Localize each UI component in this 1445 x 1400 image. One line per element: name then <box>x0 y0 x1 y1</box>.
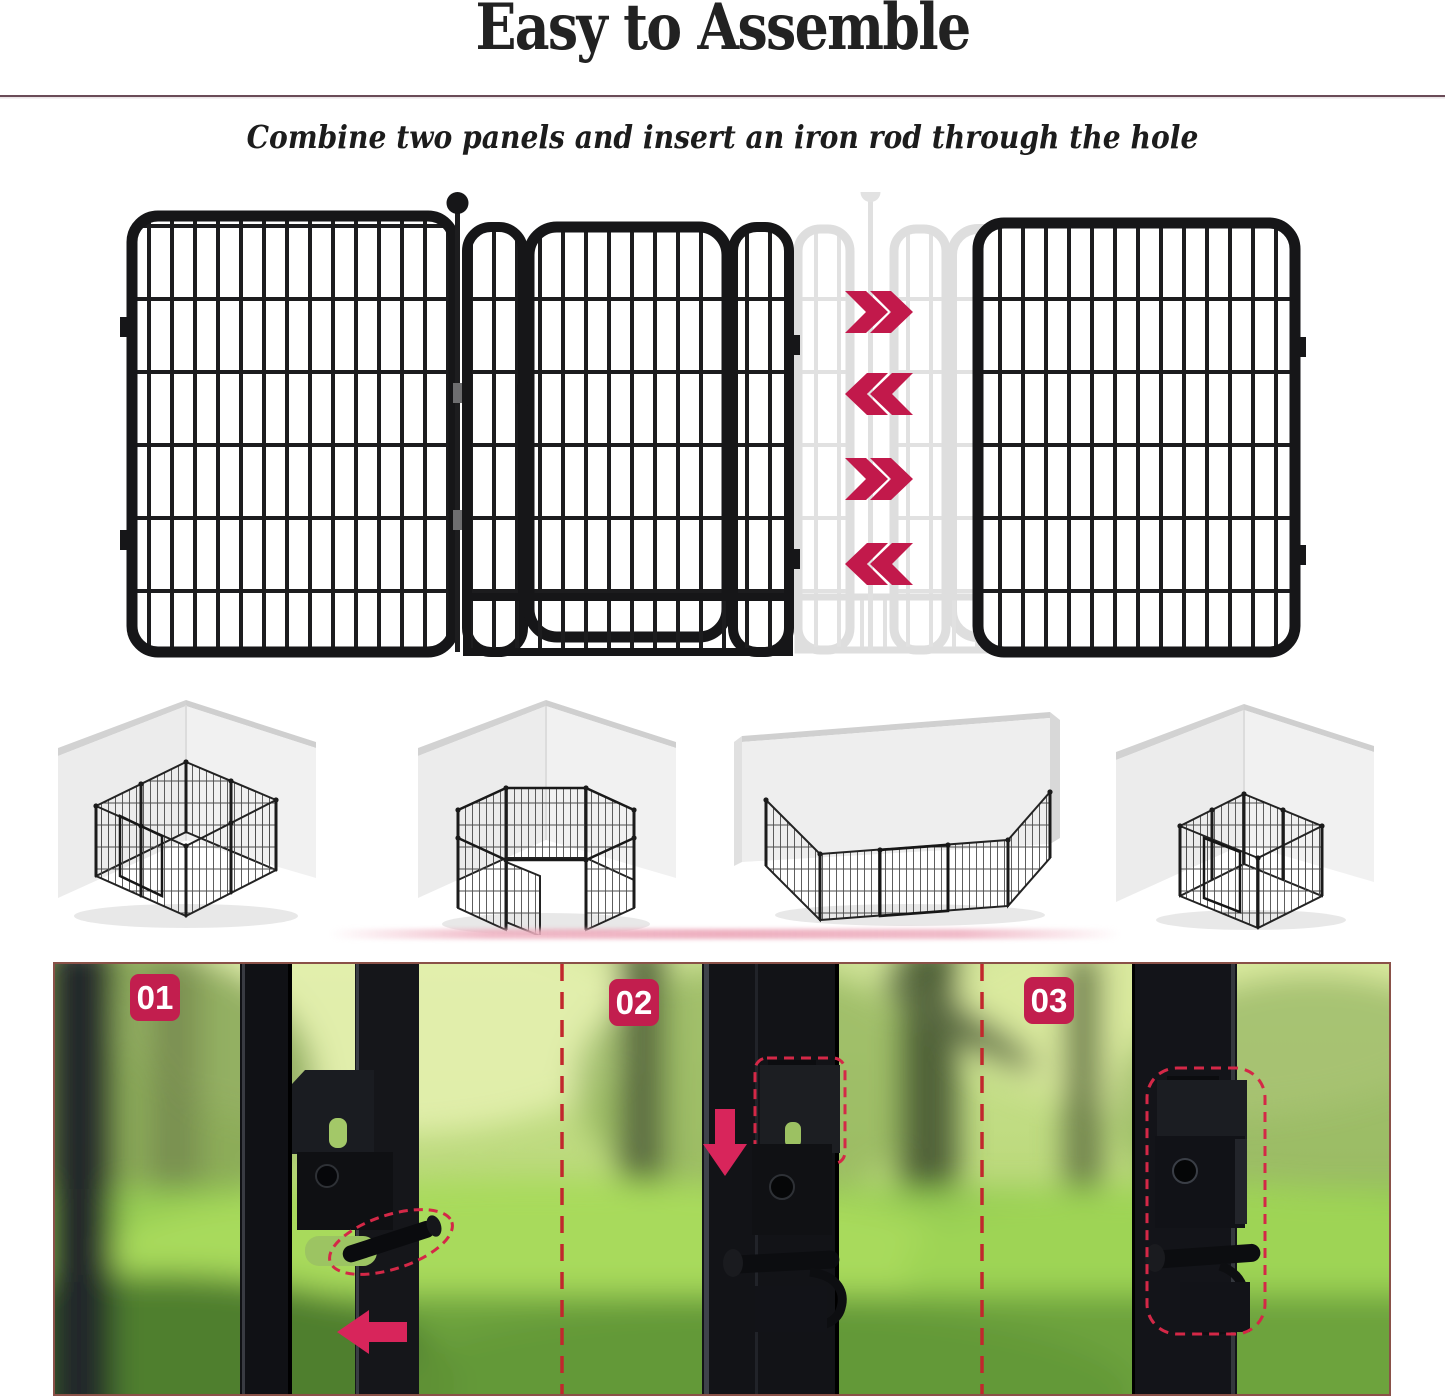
panel-assembly-diagram <box>0 192 1445 662</box>
step-3-badge: 03 <box>1024 977 1074 1024</box>
config-octagon-pen-corner <box>418 700 676 935</box>
door-hinge <box>517 382 530 406</box>
config-corner-pen <box>1116 704 1374 930</box>
latch-bolt <box>1173 1159 1197 1183</box>
fence-post <box>240 964 292 1396</box>
latch-plate <box>1155 1136 1245 1228</box>
connector-tab <box>120 317 131 337</box>
latch-steps-photo <box>55 964 1391 1396</box>
connector-tab <box>789 549 800 569</box>
connector-tab <box>789 335 800 355</box>
latch-bolt <box>316 1165 338 1187</box>
latch-bracket <box>1157 1080 1247 1140</box>
latch-bolt <box>770 1175 794 1199</box>
step-1-badge: 01 <box>130 974 180 1021</box>
door-panel <box>467 225 800 652</box>
config-rect-pen-corner <box>58 700 316 928</box>
fence-panel-right <box>978 223 1306 652</box>
pink-divider <box>330 929 1120 939</box>
connector-tab <box>1295 337 1306 357</box>
connector-tab <box>1295 545 1306 565</box>
step-2-badge: 02 <box>609 979 659 1026</box>
assembly-photo <box>53 962 1391 1396</box>
gate-door <box>529 227 727 637</box>
layout-configurations <box>0 690 1445 935</box>
connector-tab <box>120 530 131 550</box>
config-barrier-wall <box>734 712 1060 926</box>
subtitle: Combine two panels and insert an iron rod through the hole <box>246 118 1199 156</box>
step-2-latch <box>702 964 845 1396</box>
title-divider <box>0 95 1445 99</box>
blurred-post <box>55 964 113 1396</box>
page-title: Easy to Assemble <box>475 0 970 65</box>
door-latch-bar <box>723 327 732 407</box>
fence-panel-left <box>120 216 454 652</box>
